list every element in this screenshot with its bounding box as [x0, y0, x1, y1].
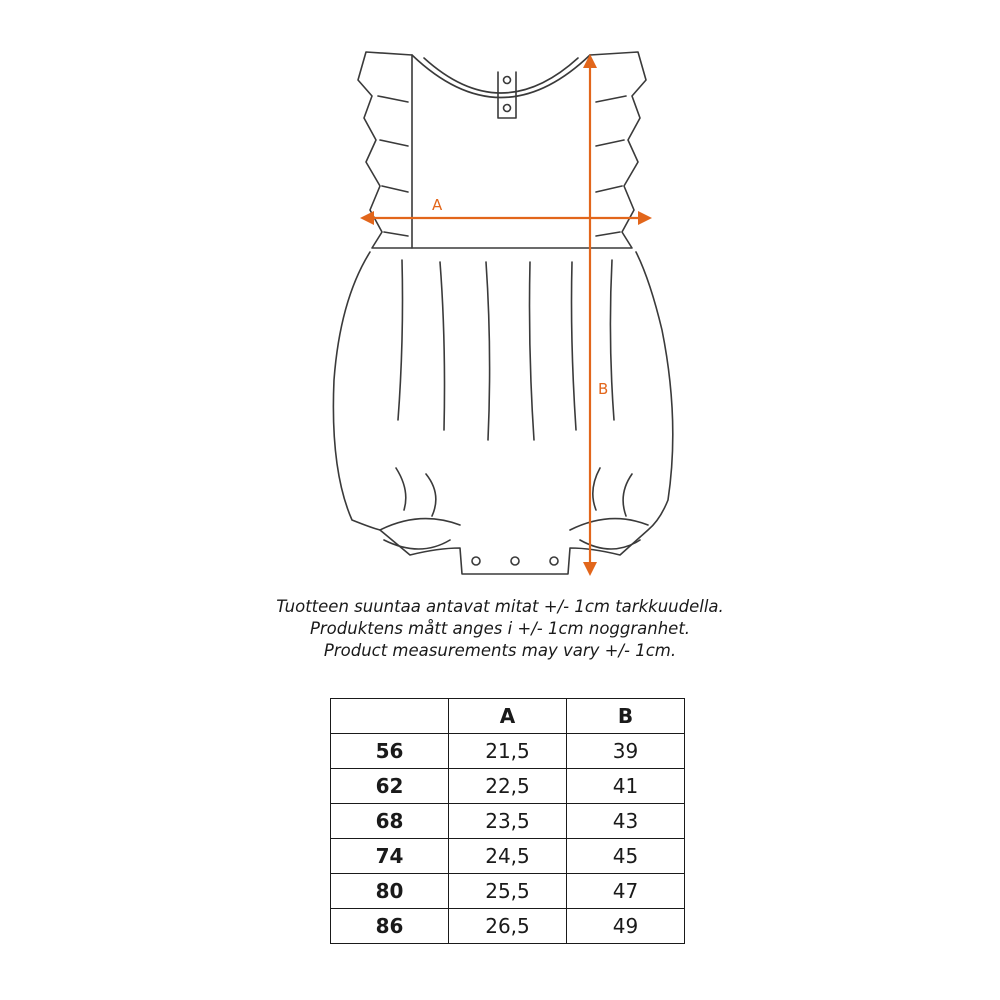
- measure-b-label: B: [598, 380, 609, 398]
- table-row: [331, 909, 685, 944]
- size-cell: 68: [331, 804, 449, 839]
- size-cell: 56: [331, 734, 449, 769]
- table-row: [331, 734, 685, 769]
- measure-b-cell: 41: [567, 769, 685, 804]
- measure-b-cell: 47: [567, 874, 685, 909]
- size-cell: 86: [331, 909, 449, 944]
- size-table: [330, 698, 685, 944]
- measure-a-cell: 21,5: [449, 734, 567, 769]
- measure-a-cell: 26,5: [449, 909, 567, 944]
- note-finnish: Tuotteen suuntaa antavat mitat +/- 1cm tarkkuudella.: [276, 597, 724, 616]
- table-corner-cell: [331, 699, 449, 734]
- measure-a-cell: 22,5: [449, 769, 567, 804]
- table-row: [331, 804, 685, 839]
- measure-b-cell: 43: [567, 804, 685, 839]
- measure-b-cell: 45: [567, 839, 685, 874]
- measure-a-arrow: [360, 211, 652, 225]
- measure-a-cell: 23,5: [449, 804, 567, 839]
- table-row: [331, 839, 685, 874]
- size-cell: 74: [331, 839, 449, 874]
- measure-a-label: A: [432, 196, 443, 214]
- note-english: Product measurements may vary +/- 1cm.: [323, 641, 677, 660]
- measurement-notes: [0, 596, 1000, 662]
- column-header-b: B: [567, 699, 685, 734]
- measure-a-cell: 24,5: [449, 839, 567, 874]
- table-header-row: [331, 699, 685, 734]
- measure-b-cell: 39: [567, 734, 685, 769]
- table-row: [331, 769, 685, 804]
- note-swedish: Produktens mått anges i +/- 1cm noggranhet.: [309, 619, 691, 638]
- measure-b-arrow: [583, 54, 597, 576]
- table-row: [331, 874, 685, 909]
- measure-a-cell: 25,5: [449, 874, 567, 909]
- romper-outline: [333, 52, 672, 574]
- size-cell: 80: [331, 874, 449, 909]
- column-header-a: A: [449, 699, 567, 734]
- size-cell: 62: [331, 769, 449, 804]
- measure-b-cell: 49: [567, 909, 685, 944]
